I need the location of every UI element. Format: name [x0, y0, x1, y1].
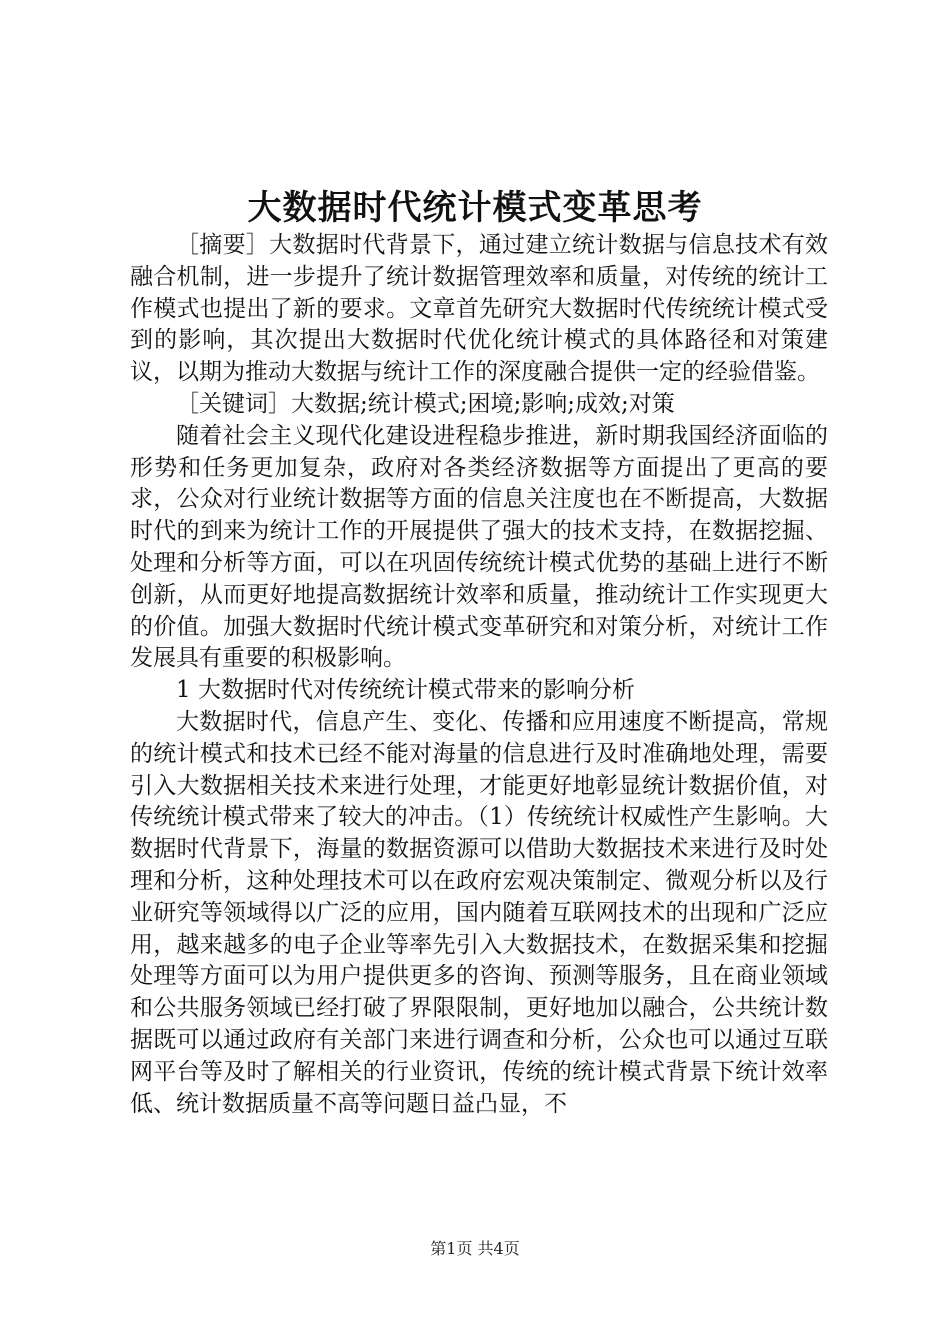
- section-paragraph: 大数据时代，信息产生、变化、传播和应用速度不断提高，常规的统计模式和技术已经不能对海量的信息进行及时准确地处理，需要引入大数据相关技术来进行处理，才能更好地彰显统计数据价值，对传统统计模式带来了较大的冲击。（1）传统统计权威性产生影响。大数据时代背景下，海量的数据资源可以借助大数据技术来进行及时处理和分析，这种处理技术可以在政府宏观决策制定、微观分析以及行业研究等领域得以广泛的应用，国内随着互联网技术的出现和广泛应用，越来越多的电子企业等率先引入大数据技术，在数据采集和挖掘处理等方面可以为用户提供更多的咨询、预测等服务，且在商业领域和公共服务领域已经打破了界限限制，更好地加以融合，公共统计数据既可以通过政府有关部门来进行调查和分析，公众也可以通过互联网平台等及时了解相关的行业资讯，传统的统计模式背景下统计效率低、统计数据质量不高等问题日益凸显，不: [130, 708, 828, 1117]
- abstract-paragraph: ［摘要］大数据时代背景下，通过建立统计数据与信息技术有效融合机制，进一步提升了统计数据管理效率和质量，对传统的统计工作模式也提出了新的要求。文章首先研究大数据时代传统统计模式受到的影响，其次提出大数据时代优化统计模式的具体路径和对策建议，以期为推动大数据与统计工作的深度融合提供一定的经验借鉴。: [130, 232, 828, 386]
- document-body: [130, 230, 828, 1120]
- page-footer: 第1页 共4页: [430, 1239, 520, 1258]
- page-title: 大数据时代统计模式变革思考: [247, 188, 703, 228]
- section-heading: 1 大数据时代对传统统计模式带来的影响分析: [176, 677, 635, 704]
- intro-paragraph: 随着社会主义现代化建设进程稳步推进，新时期我国经济面临的形势和任务更加复杂，政府对各类经济数据等方面提出了更高的要求，公众对行业统计数据等方面的信息关注度也在不断提高，大数据时代的到来为统计工作的开展提供了强大的技术支持，在数据挖掘、处理和分析等方面，可以在巩固传统统计模式优势的基础上进行不断创新，从而更好地提高数据统计效率和质量，推动统计工作实现更大的价值。加强大数据时代统计模式变革研究和对策分析，对统计工作发展具有重要的积极影响。: [130, 422, 828, 672]
- keywords-paragraph: ［关键词］大数据;统计模式;困境;影响;成效;对策: [176, 390, 675, 417]
